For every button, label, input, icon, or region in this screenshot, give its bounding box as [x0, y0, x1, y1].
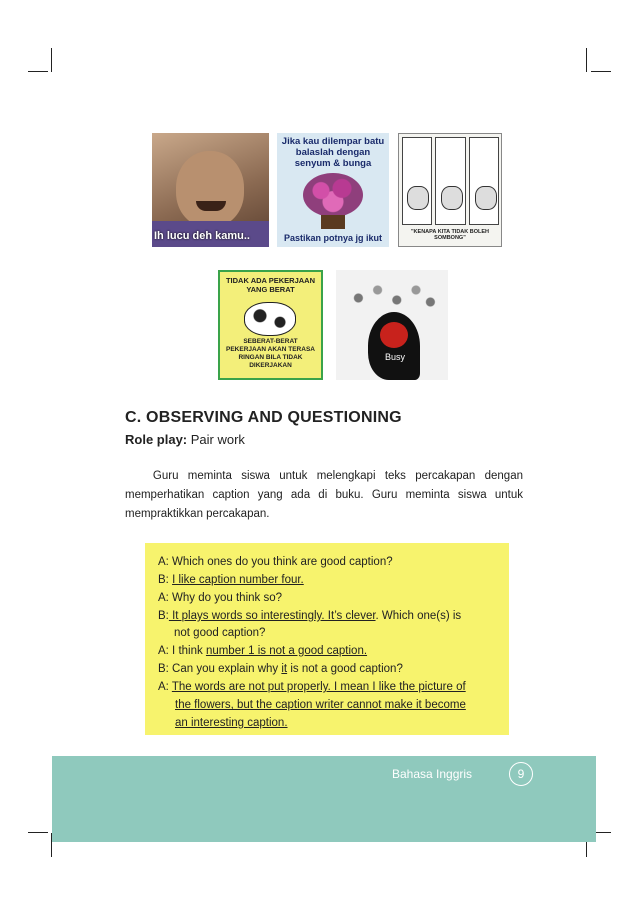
dialog-answer: the flowers, but the caption writer cannot make it become — [175, 699, 466, 711]
comic-panel — [402, 137, 432, 225]
role-play-value: Pair work — [187, 432, 245, 447]
face-shape — [176, 151, 244, 227]
flower-pot — [321, 215, 345, 229]
crop-mark — [51, 48, 52, 72]
image-2-caption-top: Jika kau dilempar batu balaslah dengan senyum & bunga — [281, 136, 385, 169]
image-3-caption: "KENAPA KITA TIDAK BOLEH SOMBONG" — [410, 229, 490, 241]
instruction-paragraph — [125, 467, 523, 524]
dialog-line — [158, 574, 304, 586]
dialog-text: B: — [158, 610, 169, 622]
dialog-text: A: Which ones do you think are good caption? — [158, 556, 393, 568]
image-5-caption: Busy — [384, 352, 405, 362]
dialog-line — [158, 610, 461, 622]
dialog-line — [158, 663, 403, 675]
dialog-line — [175, 699, 466, 711]
image-1-caption: Ih lucu deh kamu.. — [154, 230, 250, 242]
dialog-text: B: — [158, 574, 173, 586]
crop-mark — [591, 71, 611, 72]
dialog-text: is not a good caption? — [287, 663, 403, 675]
dialog-answer: I like caption number four. — [172, 574, 304, 586]
brain-gear — [380, 322, 408, 348]
dialog-line — [158, 592, 282, 604]
goat-figure — [407, 186, 429, 210]
caption-image-4 — [218, 270, 323, 380]
dialog-answer: it — [281, 663, 288, 675]
dialog-line — [158, 681, 466, 693]
dialog-text: not good caption? — [174, 627, 266, 639]
comic-panel — [435, 137, 466, 225]
image-4-caption-top: TIDAK ADA PEKERJAAN YANG BERAT — [225, 276, 316, 294]
dialog-line — [175, 717, 288, 729]
caption-image-5 — [336, 270, 448, 380]
role-play-label: Role play: — [125, 432, 188, 447]
goat-figure — [441, 186, 463, 210]
crop-mark — [28, 71, 48, 72]
caption-image-2 — [277, 133, 389, 247]
dialog-line — [174, 627, 265, 639]
image-4-caption-bottom: SEBERAT-BERAT PEKERJAAN AKAN TERASA RINGAN BILA TIDAK DIKERJAKAN — [226, 338, 315, 369]
crop-mark — [28, 832, 48, 833]
caption-image-3 — [398, 133, 502, 247]
goat-figure — [475, 186, 497, 210]
dialog-answer: number 1 is not a good caption. — [205, 645, 368, 657]
dialog-text: A: — [158, 681, 172, 693]
dialog-line — [158, 645, 367, 657]
role-play-line — [125, 432, 245, 447]
dialog-text: A: I think — [158, 645, 206, 657]
dialog-answer: an interesting caption. — [175, 717, 288, 729]
dialog-text: A: Why do you think so? — [158, 592, 283, 604]
book-title: Bahasa Inggris — [392, 767, 473, 781]
instruction-text: Guru meminta siswa untuk melengkapi teks percakapan dengan memperhatikan caption yang ada di buku. Guru meminta siswa untuk mempraktikkan percakapan. — [125, 470, 523, 520]
dialog-answer: It plays words so interestingly. It’s clever — [168, 610, 376, 622]
dialog-answer: The words are not put properly. I mean I like the picture of — [171, 681, 466, 693]
dialog-text: . Which one(s) is — [375, 610, 462, 622]
page-number: 9 — [509, 762, 533, 786]
section-heading: C. OBSERVING AND QUESTIONING — [125, 409, 402, 426]
dialog-line — [158, 556, 393, 568]
caption-image-1 — [152, 133, 269, 247]
dialog-text: B: Can you explain why — [158, 663, 282, 675]
comic-panel — [469, 137, 499, 225]
image-2-caption-bottom: Pastikan potnya jg ikut — [283, 233, 383, 243]
crop-mark — [586, 48, 587, 72]
cow-figure — [244, 302, 296, 336]
flower-bouquet — [303, 173, 363, 217]
